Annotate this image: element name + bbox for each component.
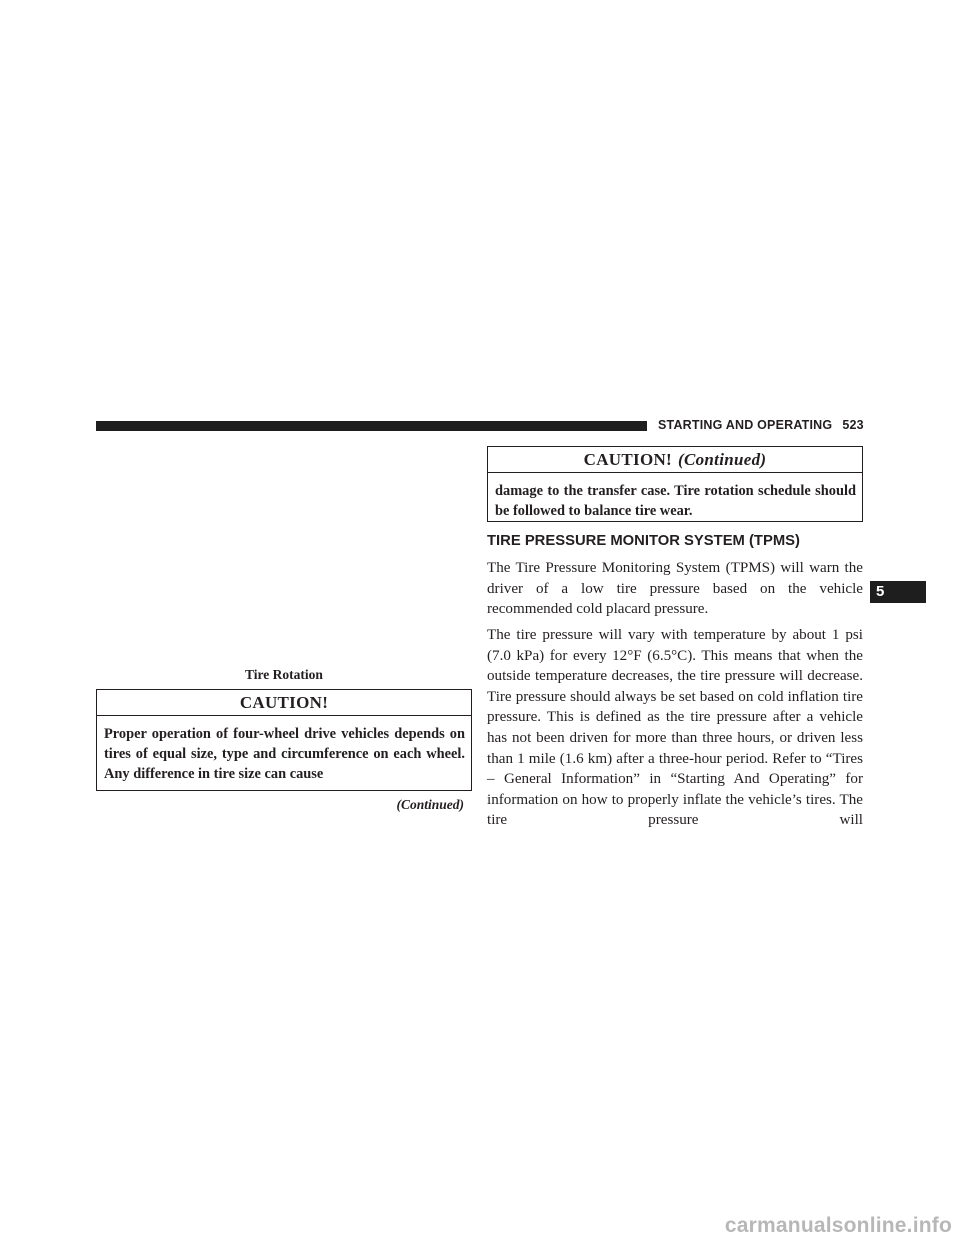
section-heading: TIRE PRESSURE MONITOR SYSTEM (TPMS)	[487, 533, 800, 549]
caution-title	[97, 690, 471, 716]
body-paragraph: The Tire Pressure Monitoring System (TPMS) will warn the driver of a low tire pressure based on the vehicle recommended cold placard pressure.	[487, 560, 863, 618]
caution-body: Proper operation of four-wheel drive vehicles depends on tires of equal size, type and circumference on each wheel. Any difference in tire size can cause	[104, 726, 465, 782]
caution-body: damage to the transfer case. Tire rotation schedule should be followed to balance tire wear.	[495, 483, 856, 519]
caution-box	[96, 689, 472, 791]
caution-title-text: CAUTION!	[239, 693, 329, 712]
body-paragraph: The tire pressure will vary with temperature by about 1 psi (7.0 kPa) for every 12°F (6.5°C). This means that when the outside temperature decreases, the tire pressure will decrease. Tire pressure should always be set based on cold inflation tire pressure. This is defined as the tire pressure after a vehicle has not been driven for more than three hours, or driven less than 1 mile (1.6 km) after a three-hour period. Refer to “Tires – General Information” in “Starting And Operating” for information on how to properly inflate the vehicle’s tires. The tire pressure will	[487, 627, 863, 829]
section-title: STARTING AND OPERATING	[658, 418, 833, 432]
running-header	[658, 418, 864, 432]
header-rule	[96, 421, 647, 431]
chapter-tab: 5	[870, 581, 926, 603]
watermark-text: carmanualsonline.info	[724, 1214, 952, 1237]
continued-note: (Continued)	[396, 797, 464, 812]
caution-title-suffix: (Continued)	[678, 450, 767, 469]
figure-caption: Tire Rotation	[245, 667, 323, 682]
caution-continued-box	[487, 446, 863, 522]
caution-title-text: CAUTION!	[583, 450, 673, 469]
caution-title	[488, 447, 862, 473]
page-number: 523	[842, 418, 864, 432]
